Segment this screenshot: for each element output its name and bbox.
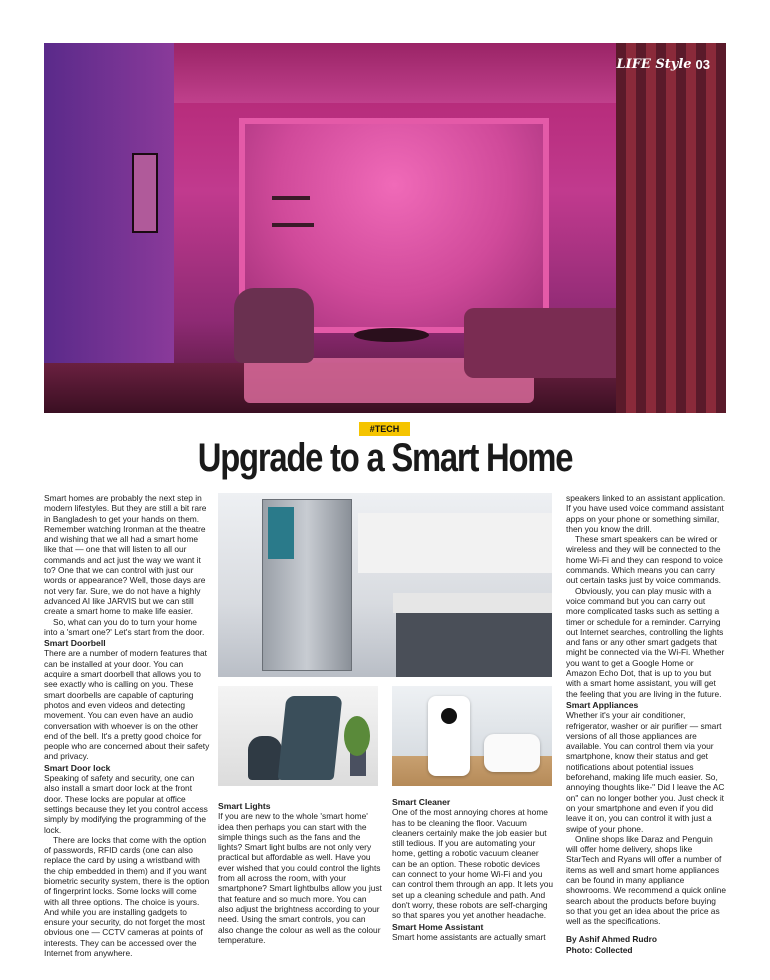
- paragraph: So, what can you do to turn your home into a 'smart one?' Let's start from the door.: [44, 616, 205, 637]
- photo-credit: Photo: Collected: [566, 944, 633, 955]
- article-column-2: [218, 800, 382, 945]
- smart-fridge-kitchen-photo: [218, 493, 552, 677]
- paragraph: Online shops like Daraz and Penguin will offer home delivery, shops like StarTech and Ryans will offer a number of items as well and smart home appliances can be found in many appliance showrooms. We recommend a quick online search about the products before buying so that you get an idea about the price as well as the specifications.: [566, 833, 726, 927]
- smart-speakers-photo: [218, 686, 378, 786]
- subheading-smart-doorbell: Smart Doorbell: [44, 638, 106, 649]
- page-number: 03: [695, 57, 710, 72]
- smart-camera-photo: [392, 686, 552, 786]
- subheading-smart-home-assistant: Smart Home Assistant: [392, 921, 484, 932]
- article-column-1: [44, 493, 211, 958]
- camera-lens: [441, 708, 457, 724]
- article-column-3: [392, 796, 554, 942]
- hero-shelf: [272, 223, 314, 227]
- hero-armchair: [234, 288, 314, 363]
- fridge-screen: [268, 507, 294, 559]
- masthead: [616, 57, 710, 72]
- section-tag: #TECH: [359, 422, 410, 436]
- subheading-smart-lights: Smart Lights: [218, 801, 271, 811]
- paragraph: Smart home assistants are actually smart: [392, 931, 546, 942]
- article-column-4: [566, 493, 726, 955]
- kitchen-backsplash: [358, 513, 552, 573]
- paragraph: Smart homes are probably the next step in modern lifestyles. But they are still a bit rare in Bangladesh to get your hands on them. Remember watching Ironman at the theatre and wishing that we all had a smart home like that — one that will listen to all our commands and act just the way we want it to? One that we can control with just our words or appearance? Well, those days are not very far. Sure, we do not have a highly advanced AI like JARVIS but we can still create a smart home to make life easier.: [44, 493, 207, 617]
- smart-hub: [484, 734, 540, 772]
- hero-curtain: [616, 43, 726, 413]
- masthead-logo: LIFE Style: [616, 57, 692, 72]
- kitchen-counter: [393, 593, 552, 613]
- small-smart-speaker: [248, 736, 282, 780]
- subheading-smart-door-lock: Smart Door lock: [44, 762, 111, 773]
- paragraph: Speaking of safety and security, one can also install a smart door lock at the front door. These locks are popular at office settings because they let you control access simply by modifying the programming of the lock.: [44, 773, 208, 835]
- page-title: Upgrade to a Smart Home: [197, 436, 573, 480]
- paragraph: If you are new to the whole 'smart home' idea then perhaps you can start with the simple things such as the fans and the lights? Smart light bulbs are not only very practical but affordable as well. Have you ever wished that you could control the lights from all across the room, with your smartphone? Smart lightbulbs allow you just that feature and so much more. You can also adjust the brightness according to your need. Using the smart controls, you can also change the colour as well as the colour temperature.: [218, 811, 382, 945]
- large-smart-speaker: [278, 696, 343, 780]
- byline: By Ashif Ahmed Rudro: [566, 934, 658, 945]
- paragraph: There are locks that come with the option of passwords, RFID cards (one can also replace the card by using a wristband with the chip embedded in them) and if you want biometric security system, there is the option of fingerprint locks. Some locks will come with all three options. The choice is yours. And while you are installing gadgets to ensure your security, do not forget the most obvious one — CCTV cameras at points of interests. They can be accessed over the Internet from anywhere.: [44, 834, 210, 959]
- paragraph: There are a number of modern features that can be installed at your door. You can acquire a smart doorbell that allows you to see exactly who is calling on you. These smart doorbells are capable of capturing photos and even videos and detecting movement. You can even have an audio conversation with whoever is on the other end of the bell. It's a pretty good choice for people who are concerned about their safety and privacy.: [44, 648, 210, 762]
- paragraph: One of the most annoying chores at home has to be cleaning the floor. Vacuum cleaners certainly make the job easier but still tedious. If you are automating your home, getting a robotic vacuum cleaner can be an option. These robotic devices can connect to your home Wi-Fi and you can control them through an app. It lets you set up a cleaning schedule and path. And don't worry, these robots are self-charging so that spares you yet another headache.: [392, 807, 554, 921]
- plant: [344, 716, 370, 756]
- hero-living-room-photo: [44, 43, 726, 413]
- paragraph: Obviously, you can play music with a voice command but you can carry out more complicated tasks such as setting a timer or schedule for a reminder. Carrying out Internet searches, controlling the lights and fans or any other smart gadgets that might be connected via the Wi-Fi. Whether you want to get a Google Home or Amazon Echo Dot, that is up to you but with a smart home assistant, you will get the feeling that you are living in the future.: [566, 585, 725, 699]
- hero-shelf: [272, 196, 310, 200]
- subheading-smart-cleaner: Smart Cleaner: [392, 797, 451, 807]
- hero-coffee-table: [354, 328, 429, 342]
- hero-wall-frame: [132, 153, 158, 233]
- paragraph: These smart speakers can be wired or wireless and they will be connected to the home Wi-Fi and they can respond to voice commands. Which means you can carry out certain tasks just by voice commands.: [566, 534, 723, 586]
- paragraph: Whether it's your air conditioner, refrigerator, washer or air purifier — smart versions of all those appliances are available. You can control them via your smartphone, know their status and get notifications about potential issues beforehand, making life much easier. So, annoying thoughts like-" Did I leave the AC on" can no longer bother you. Just check it on your smartphone and even if you did leave it on, you can control it with just a swipe of your phone.: [566, 710, 725, 834]
- subheading-smart-appliances: Smart Appliances: [566, 699, 639, 710]
- kitchen-island: [396, 613, 552, 677]
- paragraph: speakers linked to an assistant application. If you have used voice command assistant apps on your phone or something similar, then you know the drill.: [566, 493, 726, 534]
